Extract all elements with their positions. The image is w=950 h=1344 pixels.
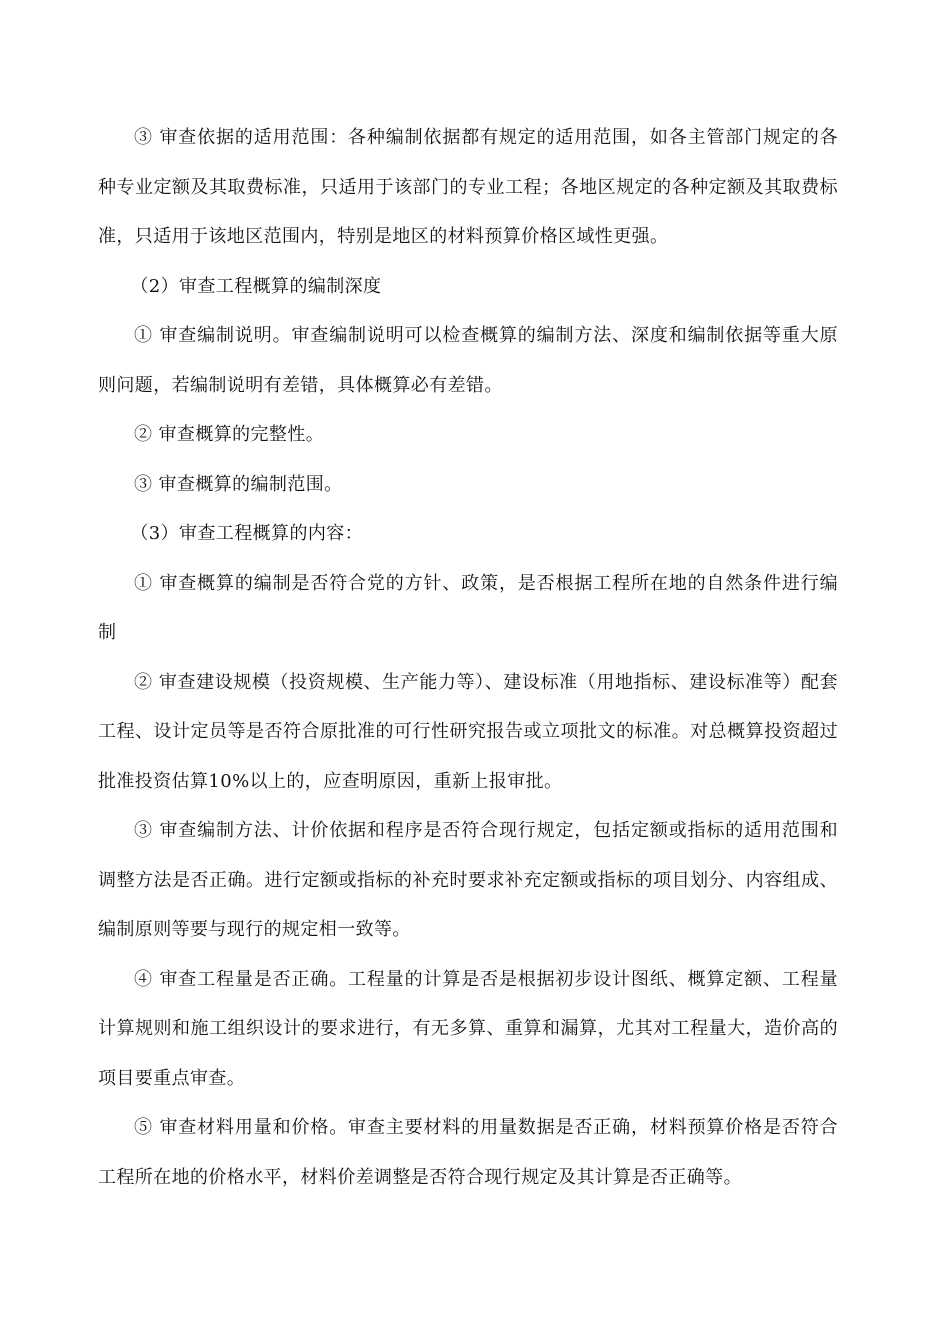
paragraph-method-basis: ③ 审查编制方法、计价依据和程序是否符合现行规定，包括定额或指标的适用范围和调整方法是否正确。进行定额或指标的补充时要求补充定额或指标的项目划分、内容组成、编制原则等要与现行的规定相一致等。 — [98, 820, 838, 940]
paragraph-scale-standard: ② 审查建设规模（投资规模、生产能力等）、建设标准（用地指标、建设标准等）配套工程、设计定员等是否符合原批准的可行性研究报告或立项批文的标准。对总概算投资超过批准投资估算10%以上的，应查明原因，重新上报审批。 — [98, 671, 838, 792]
paragraph-explanation: ① 审查编制说明。审查编制说明可以检查概算的编制方法、深度和编制依据等重大原则问题，若编制说明有差错，具体概算必有差错。 — [98, 325, 838, 396]
paragraph-material: ⑤ 审查材料用量和价格。审查主要材料的用量数据是否正确，材料预算价格是否符合工程所在地的价格水平，材料价差调整是否符合现行规定及其计算是否正确等。 — [98, 1117, 838, 1188]
paragraph-basis-scope: ③ 审查依据的适用范围：各种编制依据都有规定的适用范围，如各主管部门规定的各种专业定额及其取费标准，只适用于该部门的专业工程；各地区规定的各种定额及其取费标准，只适用于该地区范围内，特别是地区的材料预算价格区域性更强。 — [98, 127, 838, 247]
paragraph-policy: ① 审查概算的编制是否符合党的方针、政策，是否根据工程所在地的自然条件进行编制 — [98, 572, 838, 643]
paragraph-quantity: ④ 审查工程量是否正确。工程量的计算是否是根据初步设计图纸、概算定额、工程量计算规则和施工组织设计的要求进行，有无多算、重算和漏算，尤其对工程量大，造价高的项目要重点审查。 — [98, 968, 838, 1089]
section-heading-depth: （2）审查工程概算的编制深度 — [130, 275, 382, 297]
paragraph-completeness: ② 审查概算的完整性。 — [134, 424, 325, 445]
section-heading-content: （3）审查工程概算的内容： — [130, 523, 364, 544]
paragraph-scope: ③ 审查概算的编制范围。 — [134, 473, 343, 495]
document-page — [98, 113, 838, 1202]
